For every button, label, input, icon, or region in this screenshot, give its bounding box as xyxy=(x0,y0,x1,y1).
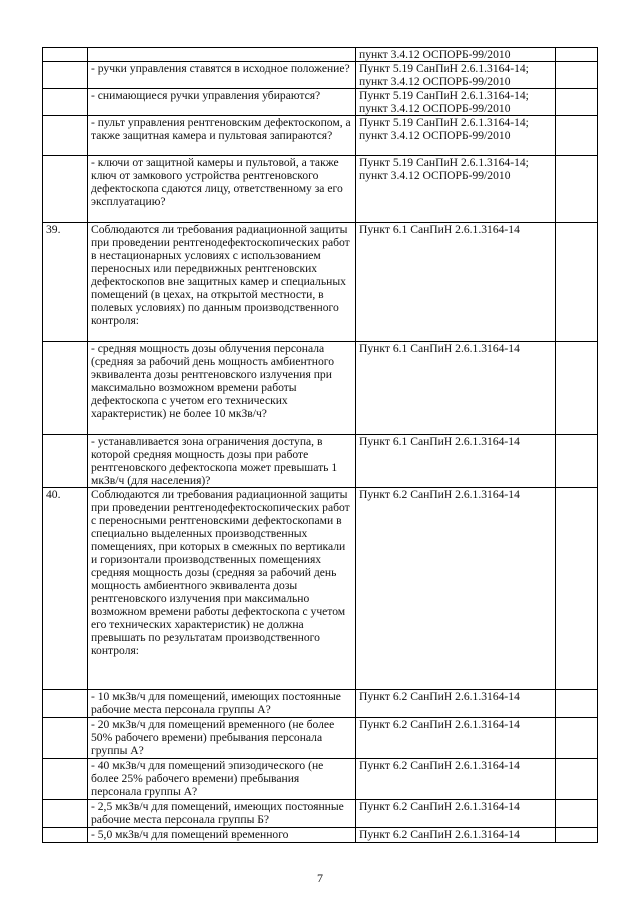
requirement-text: - 20 мкЗв/ч для помещений временного (не более 50% рабочего времени) пребывания персонала группы А? xyxy=(88,718,356,759)
regulation-reference: Пункт 5.19 СанПиН 2.6.1.3164-14; пункт 3.4.12 ОСПОРБ-99/2010 xyxy=(356,89,556,116)
requirements-table xyxy=(42,47,598,843)
requirement-text: - ручки управления ставятся в исходное положение? xyxy=(88,62,356,89)
table-row xyxy=(43,116,598,156)
row-number: 40. xyxy=(43,488,88,690)
requirement-text: - пульт управления рентгеновским дефектоскопом, а также защитная камера и пультовая запираются? xyxy=(88,116,356,156)
row-number xyxy=(43,690,88,718)
requirement-text: - устанавливается зона ограничения доступа, в которой средняя мощность дозы при работе рентгеновского дефектоскопа может превышать 1 мкЗв/ч (для населения)? xyxy=(88,435,356,488)
row-number: 39. xyxy=(43,223,88,342)
table-row xyxy=(43,48,598,62)
table-row xyxy=(43,89,598,116)
compliance-mark-cell xyxy=(556,116,598,156)
regulation-reference: Пункт 6.2 СанПиН 2.6.1.3164-14 xyxy=(356,800,556,828)
compliance-mark-cell xyxy=(556,488,598,690)
requirement-text: - ключи от защитной камеры и пультовой, а также ключ от замкового устройства рентгеновского дефектоскопа сдаются лицу, ответственному за его эксплуатацию? xyxy=(88,156,356,223)
row-number xyxy=(43,718,88,759)
table-row xyxy=(43,435,598,488)
compliance-mark-cell xyxy=(556,156,598,223)
compliance-mark-cell xyxy=(556,89,598,116)
regulation-reference: Пункт 6.1 СанПиН 2.6.1.3164-14 xyxy=(356,342,556,435)
compliance-mark-cell xyxy=(556,718,598,759)
compliance-mark-cell xyxy=(556,223,598,342)
row-number xyxy=(43,156,88,223)
regulation-reference: Пункт 5.19 СанПиН 2.6.1.3164-14; пункт 3.4.12 ОСПОРБ-99/2010 xyxy=(356,116,556,156)
requirement-text: - 40 мкЗв/ч для помещений эпизодического (не более 25% рабочего времени) пребывания персонала группы А? xyxy=(88,759,356,800)
compliance-mark-cell xyxy=(556,342,598,435)
table-row xyxy=(43,690,598,718)
regulation-reference: Пункт 6.1 СанПиН 2.6.1.3164-14 xyxy=(356,435,556,488)
row-number xyxy=(43,800,88,828)
table-row xyxy=(43,62,598,89)
table-row xyxy=(43,718,598,759)
regulation-reference: Пункт 6.1 СанПиН 2.6.1.3164-14 xyxy=(356,223,556,342)
compliance-mark-cell xyxy=(556,828,598,843)
regulation-reference: пункт 3.4.12 ОСПОРБ-99/2010 xyxy=(356,48,556,62)
requirement-text: - 5,0 мкЗв/ч для помещений временного xyxy=(88,828,356,843)
requirement-text: - снимающиеся ручки управления убираются? xyxy=(88,89,356,116)
regulation-reference: Пункт 6.2 СанПиН 2.6.1.3164-14 xyxy=(356,828,556,843)
requirement-text xyxy=(88,48,356,62)
row-number xyxy=(43,48,88,62)
compliance-mark-cell xyxy=(556,435,598,488)
requirement-text: Соблюдаются ли требования радиационной защиты при проведении рентгенодефектоскопических работ в нестационарных условиях с использованием переносных или передвижных рентгеновских дефектоскопов вне защитных камер и специальных помещений (в цехах, на открытой местности, в полевых условиях) по данным производственного контроля: xyxy=(88,223,356,342)
table-row xyxy=(43,800,598,828)
compliance-mark-cell xyxy=(556,62,598,89)
compliance-mark-cell xyxy=(556,690,598,718)
regulation-reference: Пункт 6.2 СанПиН 2.6.1.3164-14 xyxy=(356,690,556,718)
regulation-reference: Пункт 6.2 СанПиН 2.6.1.3164-14 xyxy=(356,718,556,759)
row-number xyxy=(43,435,88,488)
requirement-text: - средняя мощность дозы облучения персонала (средняя за рабочий день мощность амбиентного эквивалента дозы рентгеновского излучения при максимально возможном времени работы дефектоскопа с учетом его технических характеристик) не более 10 мкЗв/ч? xyxy=(88,342,356,435)
row-number xyxy=(43,89,88,116)
page-number: 7 xyxy=(317,871,323,885)
row-number xyxy=(43,62,88,89)
requirement-text: Соблюдаются ли требования радиационной защиты при проведении рентгенодефектоскопических работ с переносными рентгеновскими дефектоскопами в специально выделенных производственных помещениях, при которых в смежных по вертикали и горизонтали производственных помещениях средняя мощность дозы (средняя за рабочий день мощность амбиентного эквивалента дозы рентгеновского излучения при максимально возможном времени работы дефектоскопа с учетом его технических характеристик) не должна превышать по результатам производственного контроля: xyxy=(88,488,356,690)
table-row xyxy=(43,156,598,223)
compliance-mark-cell xyxy=(556,48,598,62)
requirement-text: - 10 мкЗв/ч для помещений, имеющих постоянные рабочие места персонала группы А? xyxy=(88,690,356,718)
row-number xyxy=(43,342,88,435)
table-row xyxy=(43,759,598,800)
table-row xyxy=(43,342,598,435)
table-row xyxy=(43,488,598,690)
regulation-reference: Пункт 5.19 СанПиН 2.6.1.3164-14; пункт 3.4.12 ОСПОРБ-99/2010 xyxy=(356,62,556,89)
regulation-reference: Пункт 6.2 СанПиН 2.6.1.3164-14 xyxy=(356,488,556,690)
row-number xyxy=(43,116,88,156)
table-row xyxy=(43,223,598,342)
compliance-mark-cell xyxy=(556,759,598,800)
compliance-mark-cell xyxy=(556,800,598,828)
regulation-reference: Пункт 5.19 СанПиН 2.6.1.3164-14; пункт 3.4.12 ОСПОРБ-99/2010 xyxy=(356,156,556,223)
table-row xyxy=(43,828,598,843)
requirement-text: - 2,5 мкЗв/ч для помещений, имеющих постоянные рабочие места персонала группы Б? xyxy=(88,800,356,828)
row-number xyxy=(43,828,88,843)
regulation-reference: Пункт 6.2 СанПиН 2.6.1.3164-14 xyxy=(356,759,556,800)
row-number xyxy=(43,759,88,800)
